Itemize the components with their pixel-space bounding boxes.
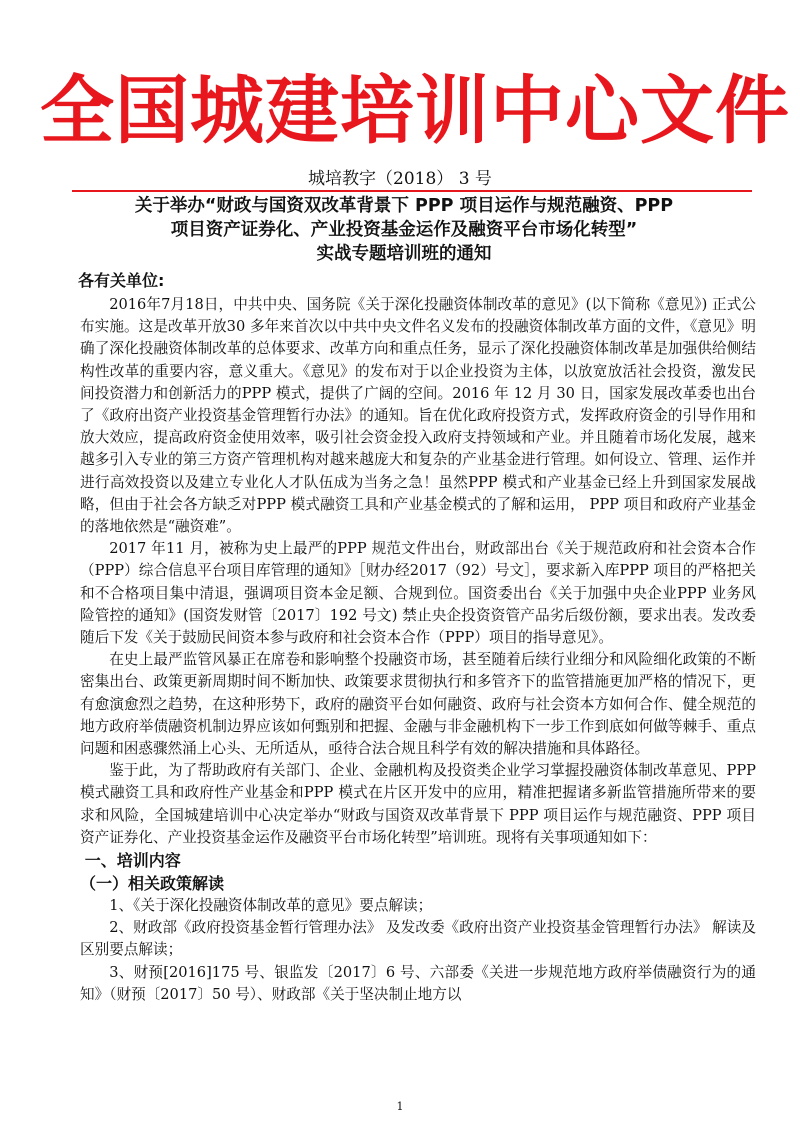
page-number: 1 bbox=[396, 1100, 404, 1113]
letterhead-title: 全国城建培训中心文件 bbox=[40, 68, 790, 154]
list-item-1: 1、《关于深化投融资体制改革的意见》要点解读； bbox=[109, 897, 433, 915]
body-paragraph-2: 2017 年11 月，被称为史上最严的PPP 规范文件出台，财政部出台《关于规范政府和社会资本合作（PPP）综合信息平台项目库管理的通知》［财办经2017（92）号文］，要求新入库PPP 项目的严格把关和不合格项目集中清退，强调项目资本金足额、合规到位。国资委出台《关于加强中央企业PPP 业务风险管控的通知》(国资发财管〔2017〕192 号文) 禁止央企投资资管产品劣后级份额，要求出表。发改委随后下发《关于鼓励民间资本参与政府和社会资本合作（PPP）项目的指导意见》。 bbox=[80, 540, 756, 647]
list-item-2: 2、财政部《政府投资基金暂行管理办法》 及发改委《政府出资产业投资基金管理暂行办法》 解读及区别要点解读； bbox=[80, 919, 756, 959]
notice-title-line-3: 实战专题培训班的通知 bbox=[316, 244, 492, 264]
red-divider-line bbox=[72, 190, 752, 192]
document-number: 城培教字（2018） 3 号 bbox=[308, 169, 492, 189]
notice-title bbox=[66, 194, 742, 266]
notice-body bbox=[80, 268, 756, 1006]
section-heading-training-content: 一、培训内容 bbox=[84, 851, 181, 871]
subsection-heading-policy: （一）相关政策解读 bbox=[80, 874, 225, 894]
body-paragraph-4: 鉴于此，为了帮助政府有关部门、企业、金融机构及投资类企业学习掌握投融资体制改革意见、PPP 模式融资工具和政府性产业基金和PPP 模式在片区开发中的应用，精准把握诸多新监管措施所带来的要求和风险，全国城建培训中心决定举办“财政与国资双改革背景下 PPP 项目运作与规范融资、PPP 项目资产证券化、产业投资基金运作及融资平台市场化转型”培训班。现将有关事项通知如下： bbox=[80, 762, 756, 846]
salutation: 各有关单位: bbox=[78, 271, 165, 290]
notice-title-line-1: 关于举办“财政与国资双改革背景下 PPP 项目运作与规范融资、PPP bbox=[134, 196, 674, 216]
body-paragraph-1: 2016年7月18日，中共中央、国务院《关于深化投融资体制改革的意见》(以下简称《意见》) 正式公布实施。这是改革开放30 多年来首次以中共中央文件名义发布的投融资体制改革方面的文件，《意见》明确了深化投融资体制改革的总体要求、改革方向和重点任务，显示了深化投融资体制改革是加强供给侧结构性改革的重要内容，意义重大。《意见》的发布对于以企业投资为主体，以放宽放活社会投资，激发民间投资潜力和创新活力的PPP 模式，提供了广阔的空间。2016 年 12 月 30 日，国家发展改革委也出台了《政府出资产业投资基金管理暂行办法》的通知。旨在优化政府投资方式，发挥政府资金的引导作用和放大效应，提高政府资金使用效率，吸引社会资金投入政府支持领域和产业。并且随着市场化发展，越来越多引入专业的第三方资产管理机构对越来越庞大和复杂的产业基金进行管理。如何设立、管理、运作并进行高效投资以及建立专业化人才队伍成为当务之急！虽然PPP 模式和产业基金已经上升到国家发展战略，但由于社会各方缺乏对PPP 模式融资工具和产业基金模式的了解和运用， PPP 项目和政府产业基金的落地依然是“融资难”。 bbox=[80, 296, 756, 536]
list-item-3: 3、财预[2016]175 号、银监发〔2017〕6 号、六部委《关进一步规范地方政府举债融资行为的通知》（财预〔2017〕50 号）、财政部《关于坚决制止地方以 bbox=[80, 963, 756, 1003]
notice-title-line-2: 项目资产证券化、产业投资基金运作及融资平台市场化转型” bbox=[170, 220, 638, 240]
body-paragraph-3: 在史上最严监管风暴正在席卷和影响整个投融资市场，甚至随着后续行业细分和风险细化政策的不断密集出台、政策更新周期时间不断加快、政策要求贯彻执行和多管齐下的监管措施更加严格的情况下，更有愈演愈烈之趋势，在这种形势下，政府的融资平台如何融资、政府与社会资本方如何合作、健全规范的地方政府举债融资机制边界应该如何甄别和把握、金融与非金融机构下一步工作到底如何做等棘手、重点问题和困惑骤然涌上心头、无所适从，亟待合法合规且科学有效的解决措施和具体路径。 bbox=[80, 651, 756, 758]
